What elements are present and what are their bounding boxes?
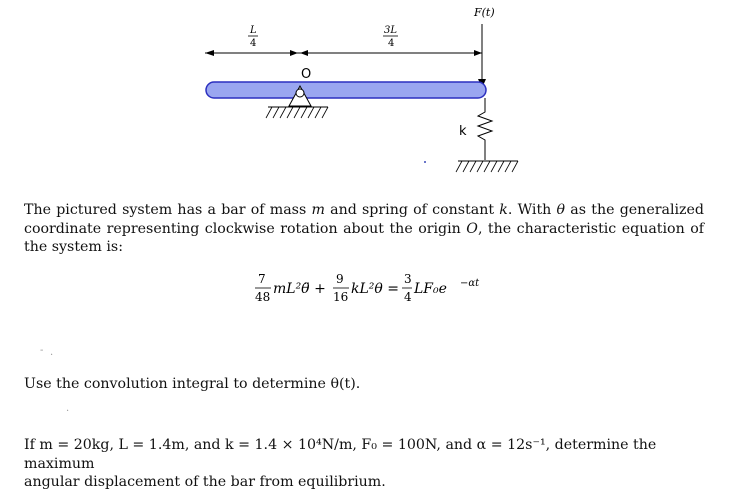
system-diagram bbox=[0, 0, 740, 200]
eq-exponent: −αt bbox=[460, 278, 480, 289]
p1-text-e: , the characteristic equation of the system is: bbox=[24, 220, 704, 255]
eq-term2: kL²θ = bbox=[351, 281, 400, 297]
pivot-pin bbox=[296, 89, 304, 97]
task-max-displacement bbox=[24, 436, 704, 492]
spring-label: k bbox=[459, 124, 467, 139]
eq-frac2-num: 9 bbox=[336, 272, 344, 286]
p3-line-2: angular displacement of the bar from equilibrium. bbox=[24, 474, 386, 490]
p1-text-b: and spring of constant bbox=[324, 202, 500, 218]
eq-term3: LF₀e bbox=[414, 281, 447, 297]
p3-line-1: If m = 20kg, L = 1.4m, and k = 1.4 × 10⁴N/m, F₀ = 100N, and α = 12s⁻¹, determine the maximum bbox=[24, 437, 657, 472]
p1-var-O: O bbox=[466, 220, 478, 237]
spring bbox=[478, 98, 492, 160]
task-convolution: Use the convolution integral to determine θ(t). bbox=[24, 376, 361, 392]
stray-dot bbox=[424, 161, 426, 163]
stray-mark-1: - bbox=[40, 345, 44, 356]
stray-mark-3: . bbox=[66, 403, 70, 414]
eq-frac2-den: 16 bbox=[333, 290, 349, 304]
p1-var-theta: θ bbox=[556, 202, 566, 218]
eq-term1: mL²θ̈ + bbox=[273, 281, 326, 297]
dimension-arrow-right bbox=[474, 50, 482, 56]
bar bbox=[206, 82, 486, 98]
right-dim-num: 3L bbox=[384, 25, 398, 36]
pivot-label: O bbox=[301, 67, 312, 82]
characteristic-equation bbox=[0, 268, 740, 318]
dimension-arrow-mid-left bbox=[290, 50, 298, 56]
eq-frac3-num: 3 bbox=[404, 272, 412, 286]
dimension-arrow-mid-right bbox=[300, 50, 308, 56]
p1-var-m: m bbox=[311, 202, 325, 218]
p1-var-k: k bbox=[499, 202, 508, 218]
left-dim-den: 4 bbox=[250, 38, 257, 49]
left-dim-num: L bbox=[250, 25, 257, 36]
force-label: F(t) bbox=[474, 6, 495, 19]
spring-ground-hatch bbox=[456, 161, 518, 172]
stray-mark-2: . bbox=[50, 347, 54, 358]
right-dim-den: 4 bbox=[388, 38, 395, 49]
pivot-ground-hatch bbox=[266, 107, 328, 118]
eq-frac1-num: 7 bbox=[258, 272, 266, 286]
dimension-arrow-left bbox=[205, 50, 214, 56]
eq-frac1-den: 48 bbox=[255, 290, 271, 304]
p1-text-a: The pictured system has a bar of mass bbox=[24, 202, 312, 218]
p1-text-d: as the generalized coordinate representing clockwise rotation about the origin bbox=[24, 202, 704, 237]
problem-statement bbox=[24, 201, 704, 257]
p1-text-c: . With bbox=[507, 202, 557, 218]
eq-frac3-den: 4 bbox=[404, 290, 412, 304]
